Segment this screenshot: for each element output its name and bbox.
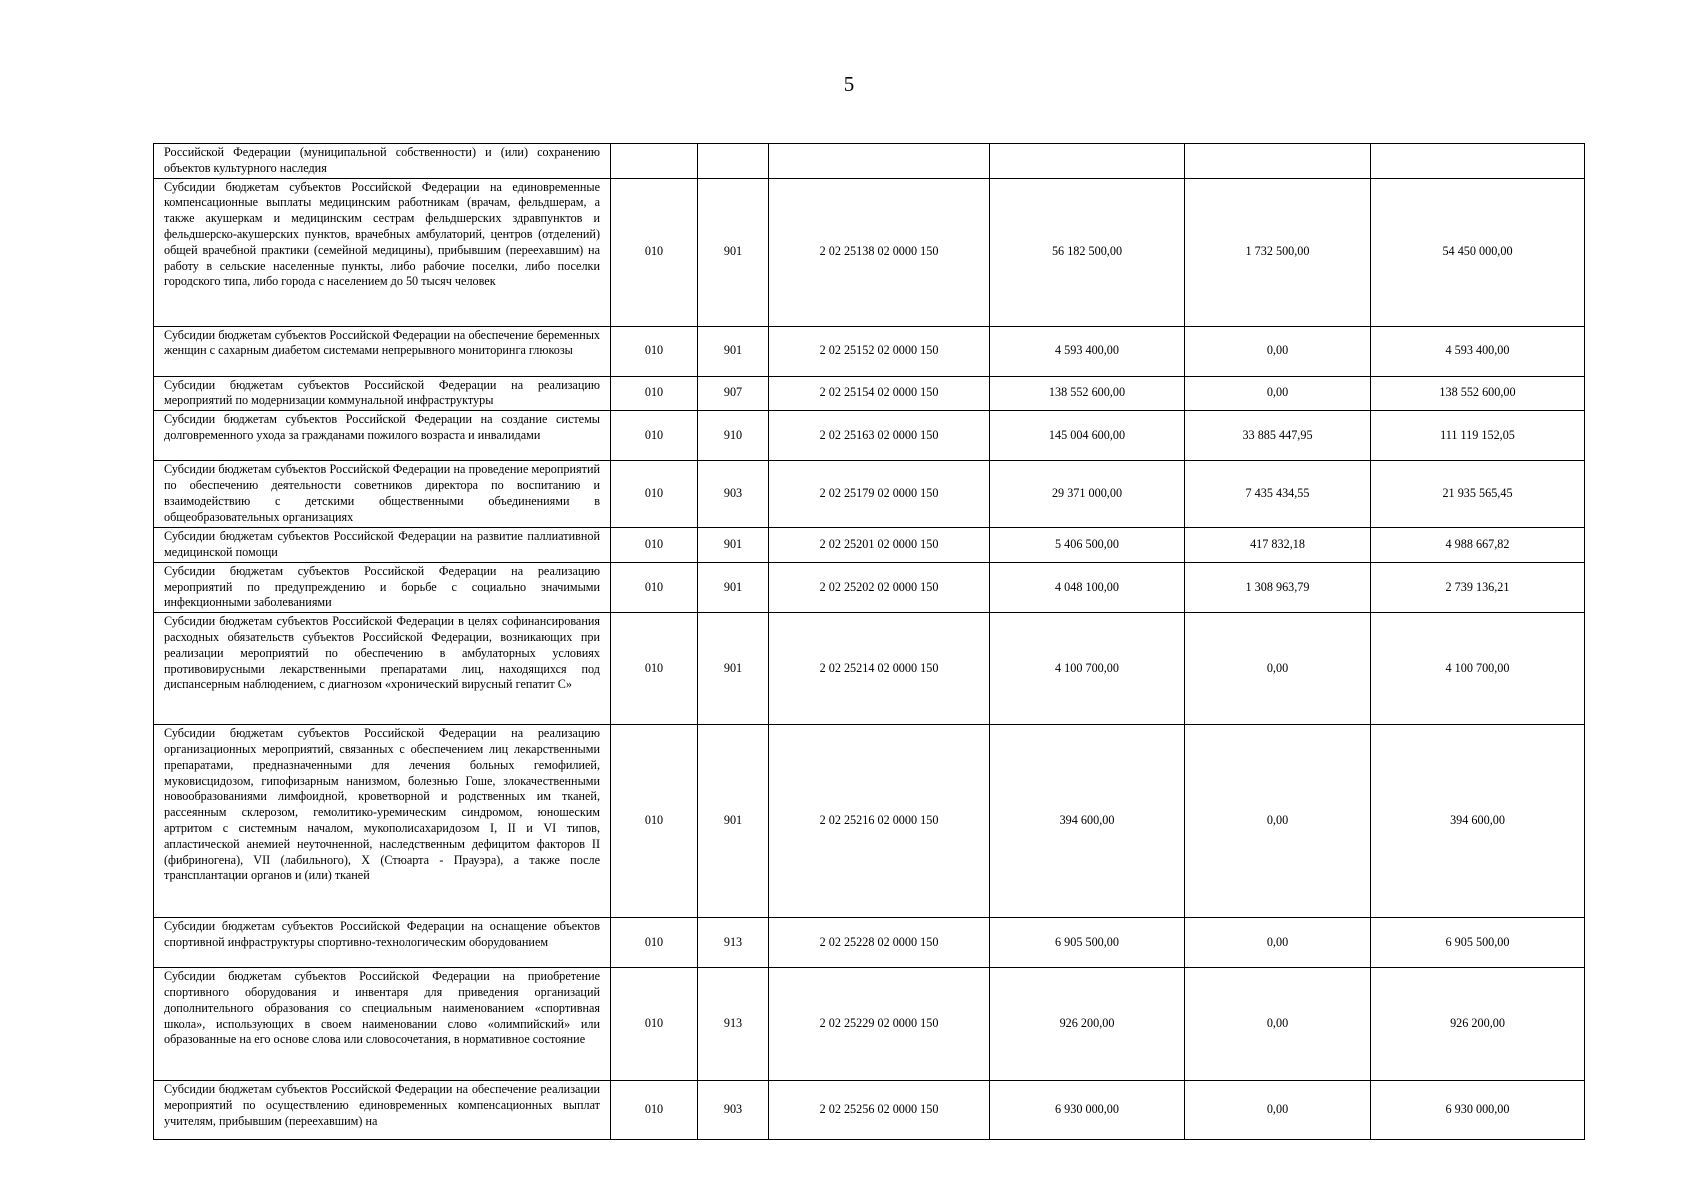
- code1-cell: 010: [611, 411, 698, 461]
- executed-cell: [1185, 144, 1371, 179]
- description-cell: Субсидии бюджетам субъектов Российской Федерации в целях софинансирования расходных обязательств субъектов Российской Федерации, возникающих при реализации мероприятий по обеспечению в амбулаторных условиях противовирусными лекарственными препаратами лиц, находящихся под диспансерным наблюдением, с диагнозом «хронический вирусный гепатит С»: [154, 613, 611, 725]
- budget-code-cell: 2 02 25138 02 0000 150: [769, 178, 990, 326]
- budget-code-cell: 2 02 25154 02 0000 150: [769, 376, 990, 411]
- table-row: [154, 178, 1585, 326]
- code2-cell: 913: [698, 918, 769, 968]
- remainder-cell: 21 935 565,45: [1371, 461, 1585, 528]
- executed-cell: 1 308 963,79: [1185, 562, 1371, 612]
- table-row: [154, 411, 1585, 461]
- table-row: [154, 1081, 1585, 1140]
- description-cell: Субсидии бюджетам субъектов Российской Федерации на обеспечение реализации мероприятий по осуществлению единовременных компенсационных выплат учителям, прибывшим (переехавшим) на: [154, 1081, 611, 1140]
- budget-code-cell: [769, 144, 990, 179]
- code1-cell: [611, 144, 698, 179]
- remainder-cell: 926 200,00: [1371, 968, 1585, 1081]
- remainder-cell: 4 988 667,82: [1371, 528, 1585, 563]
- description-cell: Субсидии бюджетам субъектов Российской Федерации на обеспечение беременных женщин с сахарным диабетом системами непрерывного мониторинга глюкозы: [154, 326, 611, 376]
- code1-cell: 010: [611, 326, 698, 376]
- remainder-cell: 6 905 500,00: [1371, 918, 1585, 968]
- budget-table: [153, 143, 1585, 1140]
- code2-cell: 901: [698, 725, 769, 918]
- amount-cell: 5 406 500,00: [990, 528, 1185, 563]
- description-cell: Субсидии бюджетам субъектов Российской Федерации на создание системы долговременного ухода за гражданами пожилого возраста и инвалидами: [154, 411, 611, 461]
- budget-code-cell: 2 02 25179 02 0000 150: [769, 461, 990, 528]
- code2-cell: 901: [698, 562, 769, 612]
- budget-code-cell: 2 02 25228 02 0000 150: [769, 918, 990, 968]
- remainder-cell: 54 450 000,00: [1371, 178, 1585, 326]
- code1-cell: 010: [611, 376, 698, 411]
- table-row: [154, 968, 1585, 1081]
- description-cell: Субсидии бюджетам субъектов Российской Федерации на оснащение объектов спортивной инфраструктуры спортивно-технологическим оборудованием: [154, 918, 611, 968]
- remainder-cell: 4 593 400,00: [1371, 326, 1585, 376]
- executed-cell: 0,00: [1185, 613, 1371, 725]
- amount-cell: 6 905 500,00: [990, 918, 1185, 968]
- budget-code-cell: 2 02 25163 02 0000 150: [769, 411, 990, 461]
- code2-cell: 903: [698, 461, 769, 528]
- description-cell: Субсидии бюджетам субъектов Российской Федерации на приобретение спортивного оборудования и инвентаря для приведения организаций дополнительного образования со специальным наименованием «спортивная школа», использующих в своем наименовании слово «олимпийский» или образованные на его основе слова или словосочетания, в нормативное состояние: [154, 968, 611, 1081]
- table-row: [154, 725, 1585, 918]
- page-number: 5: [843, 72, 855, 96]
- table-row: [154, 613, 1585, 725]
- remainder-cell: 394 600,00: [1371, 725, 1585, 918]
- executed-cell: 0,00: [1185, 918, 1371, 968]
- code2-cell: 901: [698, 613, 769, 725]
- budget-code-cell: 2 02 25229 02 0000 150: [769, 968, 990, 1081]
- description-cell: Субсидии бюджетам субъектов Российской Федерации на реализацию организационных мероприятий, связанных с обеспечением лиц лекарственными препаратами, предназначенными для лечения больных гемофилией, муковисцидозом, гипофизарным нанизмом, болезнью Гоше, злокачественными новообразованиями лимфоидной, кроветворной и родственных им тканей, рассеянным склерозом, гемолитико-уремическим синдромом, юношеским артритом с системным началом, мукополисахаридозом I, II и VI типов, апластической анемией неуточненной, наследственным дефицитом факторов II (фибриногена), VII (лабильного), X (Стюарта - Прауэра), а также после трансплантации органов и (или) тканей: [154, 725, 611, 918]
- budget-table-body: [154, 144, 1585, 1140]
- table-row: [154, 461, 1585, 528]
- executed-cell: 0,00: [1185, 968, 1371, 1081]
- budget-code-cell: 2 02 25201 02 0000 150: [769, 528, 990, 563]
- budget-code-cell: 2 02 25202 02 0000 150: [769, 562, 990, 612]
- code1-cell: 010: [611, 528, 698, 563]
- remainder-cell: [1371, 144, 1585, 179]
- amount-cell: [990, 144, 1185, 179]
- code2-cell: 901: [698, 178, 769, 326]
- code2-cell: 901: [698, 326, 769, 376]
- code1-cell: 010: [611, 968, 698, 1081]
- code1-cell: 010: [611, 562, 698, 612]
- table-row: [154, 326, 1585, 376]
- description-cell: Субсидии бюджетам субъектов Российской Федерации на реализацию мероприятий по модернизации коммунальной инфраструктуры: [154, 376, 611, 411]
- amount-cell: 4 593 400,00: [990, 326, 1185, 376]
- executed-cell: 1 732 500,00: [1185, 178, 1371, 326]
- table-row: [154, 562, 1585, 612]
- table-row: [154, 918, 1585, 968]
- budget-code-cell: 2 02 25216 02 0000 150: [769, 725, 990, 918]
- code1-cell: 010: [611, 461, 698, 528]
- budget-code-cell: 2 02 25214 02 0000 150: [769, 613, 990, 725]
- amount-cell: 394 600,00: [990, 725, 1185, 918]
- remainder-cell: 111 119 152,05: [1371, 411, 1585, 461]
- code2-cell: 903: [698, 1081, 769, 1140]
- code1-cell: 010: [611, 918, 698, 968]
- executed-cell: 0,00: [1185, 376, 1371, 411]
- executed-cell: 33 885 447,95: [1185, 411, 1371, 461]
- description-cell: Российской Федерации (муниципальной собственности) и (или) сохранению объектов культурного наследия: [154, 144, 611, 179]
- code1-cell: 010: [611, 178, 698, 326]
- budget-code-cell: 2 02 25152 02 0000 150: [769, 326, 990, 376]
- code1-cell: 010: [611, 613, 698, 725]
- amount-cell: 4 100 700,00: [990, 613, 1185, 725]
- executed-cell: 0,00: [1185, 1081, 1371, 1140]
- executed-cell: 0,00: [1185, 725, 1371, 918]
- executed-cell: 417 832,18: [1185, 528, 1371, 563]
- code2-cell: 910: [698, 411, 769, 461]
- table-row: [154, 144, 1585, 179]
- code1-cell: 010: [611, 1081, 698, 1140]
- table-row: [154, 528, 1585, 563]
- amount-cell: 138 552 600,00: [990, 376, 1185, 411]
- amount-cell: 29 371 000,00: [990, 461, 1185, 528]
- code2-cell: 907: [698, 376, 769, 411]
- budget-code-cell: 2 02 25256 02 0000 150: [769, 1081, 990, 1140]
- code2-cell: 901: [698, 528, 769, 563]
- amount-cell: 4 048 100,00: [990, 562, 1185, 612]
- executed-cell: 7 435 434,55: [1185, 461, 1371, 528]
- amount-cell: 56 182 500,00: [990, 178, 1185, 326]
- amount-cell: 145 004 600,00: [990, 411, 1185, 461]
- description-cell: Субсидии бюджетам субъектов Российской Федерации на развитие паллиативной медицинской помощи: [154, 528, 611, 563]
- executed-cell: 0,00: [1185, 326, 1371, 376]
- table-row: [154, 376, 1585, 411]
- code1-cell: 010: [611, 725, 698, 918]
- description-cell: Субсидии бюджетам субъектов Российской Федерации на единовременные компенсационные выплаты медицинским работникам (врачам, фельдшерам, а также акушеркам и медицинским сестрам фельдшерских здравпунктов и фельдшерско-акушерских пунктов, врачебных амбулаторий, центров (отделений) общей врачебной практики (семейной медицины), прибывшим (переехавшим) на работу в сельские населенные пункты, либо рабочие поселки, либо поселки городского типа, либо города с населением до 50 тысяч человек: [154, 178, 611, 326]
- code2-cell: 913: [698, 968, 769, 1081]
- description-cell: Субсидии бюджетам субъектов Российской Федерации на проведение мероприятий по обеспечению деятельности советников директора по воспитанию и взаимодействию с детскими общественными объединениями в общеобразовательных организациях: [154, 461, 611, 528]
- code2-cell: [698, 144, 769, 179]
- amount-cell: 6 930 000,00: [990, 1081, 1185, 1140]
- remainder-cell: 4 100 700,00: [1371, 613, 1585, 725]
- amount-cell: 926 200,00: [990, 968, 1185, 1081]
- description-cell: Субсидии бюджетам субъектов Российской Федерации на реализацию мероприятий по предупреждению и борьбе с социально значимыми инфекционными заболеваниями: [154, 562, 611, 612]
- remainder-cell: 138 552 600,00: [1371, 376, 1585, 411]
- remainder-cell: 6 930 000,00: [1371, 1081, 1585, 1140]
- remainder-cell: 2 739 136,21: [1371, 562, 1585, 612]
